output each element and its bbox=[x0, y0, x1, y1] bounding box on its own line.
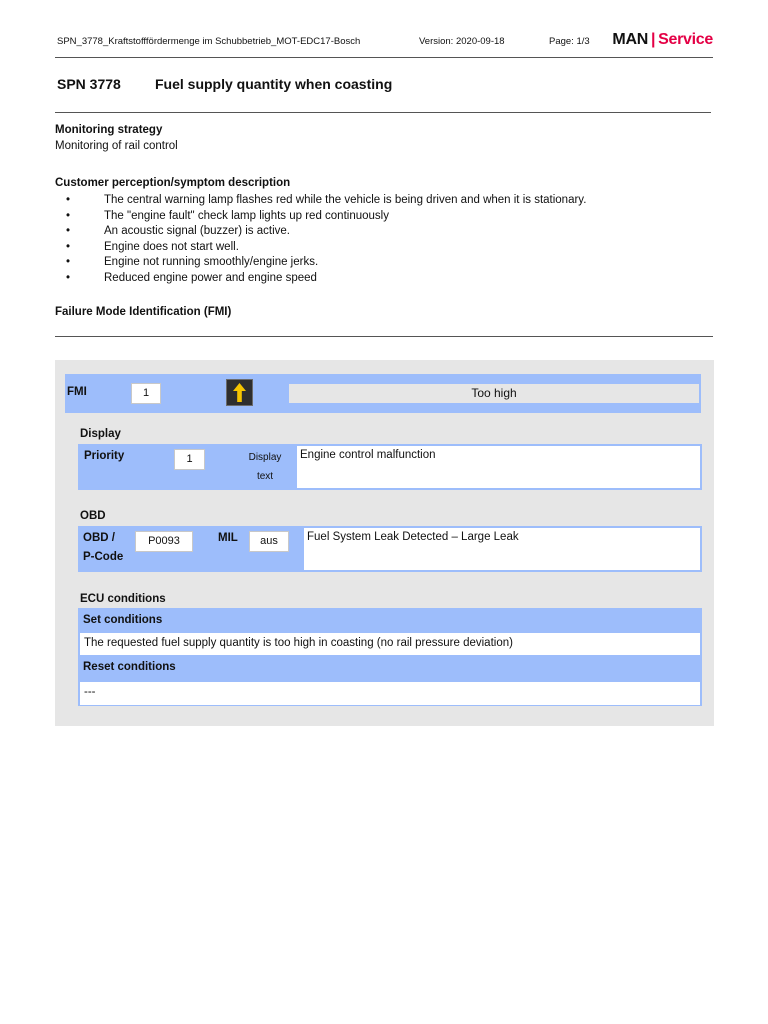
logo-separator: | bbox=[650, 31, 656, 48]
obd-bar bbox=[78, 526, 702, 572]
monitoring-text: Monitoring of rail control bbox=[55, 140, 178, 152]
mil-value: aus bbox=[249, 531, 289, 552]
fmi-divider bbox=[55, 336, 713, 337]
title-divider bbox=[55, 112, 711, 113]
display-text-label-line1: Display bbox=[248, 452, 282, 463]
logo-service: Service bbox=[658, 31, 713, 48]
obd-heading: OBD bbox=[80, 510, 106, 522]
fmi-panel bbox=[55, 360, 714, 726]
header-version: Version: 2020-09-18 bbox=[419, 36, 505, 47]
symptom-text: Engine not running smoothly/engine jerks. bbox=[104, 256, 319, 268]
fmi-bar bbox=[65, 374, 701, 413]
obd-label-line1: OBD / bbox=[83, 532, 115, 544]
page-header bbox=[55, 31, 713, 58]
man-service-logo bbox=[612, 31, 713, 49]
symptom-text: Engine does not start well. bbox=[104, 240, 239, 253]
obd-label-line2: P-Code bbox=[83, 551, 124, 563]
fmi-description: Too high bbox=[289, 384, 699, 403]
monitoring-heading: Monitoring strategy bbox=[55, 124, 163, 136]
obd-description: Fuel System Leak Detected – Large Leak bbox=[304, 528, 700, 570]
set-conditions-label: Set conditions bbox=[83, 614, 163, 626]
list-item bbox=[66, 255, 586, 271]
mil-label: MIL bbox=[218, 532, 238, 544]
bullet-glyph: • bbox=[66, 240, 71, 253]
bullet-glyph: • bbox=[66, 271, 71, 284]
bullet-glyph: • bbox=[66, 194, 71, 206]
list-item bbox=[66, 240, 586, 256]
header-page-number: Page: 1/3 bbox=[549, 36, 590, 47]
arrow-up-icon bbox=[226, 379, 253, 406]
symptom-text: Reduced engine power and engine speed bbox=[104, 271, 317, 284]
display-bar bbox=[78, 444, 702, 490]
list-item bbox=[66, 209, 586, 225]
header-file-name: SPN_3778_Kraftstofffördermenge im Schubbetrieb_MOT-EDC17-Bosch bbox=[57, 36, 361, 47]
ecu-heading: ECU conditions bbox=[80, 593, 166, 605]
list-item bbox=[66, 271, 586, 287]
symptom-text: The "engine fault" check lamp lights up red continuously bbox=[104, 209, 389, 222]
reset-conditions-text: --- bbox=[80, 682, 700, 705]
priority-label: Priority bbox=[84, 450, 125, 462]
symptom-list bbox=[66, 193, 586, 286]
display-text-label-line2: text bbox=[256, 471, 274, 482]
reset-conditions-label: Reset conditions bbox=[83, 661, 176, 673]
symptom-text: The central warning lamp flashes red while the vehicle is being driven and when it is stationary. bbox=[104, 194, 587, 206]
pcode-value: P0093 bbox=[135, 531, 193, 552]
spn-title: Fuel supply quantity when coasting bbox=[155, 76, 393, 92]
display-heading: Display bbox=[80, 428, 121, 440]
logo-brand: MAN bbox=[612, 31, 648, 48]
display-text-value: Engine control malfunction bbox=[297, 446, 700, 488]
fmi-value: 1 bbox=[131, 383, 161, 404]
bullet-glyph: • bbox=[66, 256, 71, 268]
bullet-glyph: • bbox=[66, 225, 71, 237]
symptom-text: An acoustic signal (buzzer) is active. bbox=[104, 225, 290, 237]
fmi-section-heading: Failure Mode Identification (FMI) bbox=[55, 306, 232, 318]
symptoms-heading: Customer perception/symptom description bbox=[55, 177, 291, 189]
spn-number: SPN 3778 bbox=[57, 76, 121, 92]
list-item bbox=[66, 224, 586, 240]
list-item bbox=[66, 193, 586, 209]
fmi-label: FMI bbox=[67, 386, 87, 398]
priority-value: 1 bbox=[174, 449, 205, 470]
bullet-glyph: • bbox=[66, 209, 71, 222]
set-conditions-text: The requested fuel supply quantity is too high in coasting (no rail pressure deviation) bbox=[80, 633, 700, 655]
